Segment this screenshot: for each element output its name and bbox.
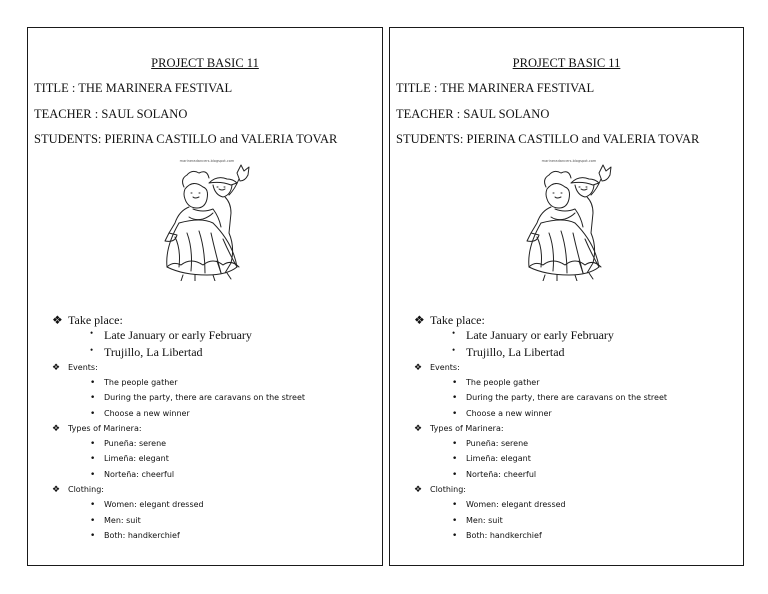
title-line: TITLE : THE MARINERA FESTIVAL bbox=[34, 81, 233, 95]
bullet-icon: • bbox=[90, 409, 96, 419]
bullet-icon: • bbox=[452, 328, 456, 338]
bullet-icon: • bbox=[90, 439, 96, 449]
section-marker-icon: ❖ bbox=[414, 424, 423, 434]
project-title: PROJECT BASIC 11 bbox=[512, 56, 621, 70]
festival-outline: ❖ Take place: • Late January or early February • Trujillo, La Libertad ❖ Events: • The people gather • During the party, there are caravans on the street • Choose a new winner ❖ Types of Marinera: • Puneña: serene • Limeña: elegant • Norteña: cheerful ❖ Clothing: • Women: elegant dressed • Men: suit • Both: handkerchief bbox=[52, 313, 306, 541]
bullet-icon: • bbox=[90, 328, 94, 338]
bullet-icon: • bbox=[90, 500, 96, 510]
bullet-icon: • bbox=[452, 516, 458, 526]
page-right bbox=[389, 27, 744, 566]
bullet-icon: • bbox=[452, 500, 458, 510]
bullet-icon: • bbox=[452, 454, 458, 464]
image-caption: marineradancers.blogspot.com bbox=[179, 159, 235, 163]
students-line: STUDENTS: PIERINA CASTILLO and VALERIA TOVAR bbox=[396, 132, 700, 146]
section-marker-icon: ❖ bbox=[52, 313, 63, 327]
teacher-line: TEACHER : SAUL SOLANO bbox=[396, 107, 550, 121]
festival-outline: ❖ Take place: • Late January or early February • Trujillo, La Libertad ❖ Events: • The people gather • During the party, there are caravans on the street • Choose a new winner ❖ Types of Marinera: • Puneña: serene • Limeña: elegant • Norteña: cheerful ❖ Clothing: • Women: elegant dressed • Men: suit • Both: handkerchief bbox=[414, 313, 668, 541]
bullet-icon: • bbox=[452, 378, 458, 388]
title-line: TITLE : THE MARINERA FESTIVAL bbox=[396, 81, 595, 95]
bullet-icon: • bbox=[90, 470, 96, 480]
bullet-icon: • bbox=[90, 531, 96, 541]
bullet-icon: • bbox=[90, 454, 96, 464]
bullet-icon: • bbox=[452, 439, 458, 449]
teacher-line: TEACHER : SAUL SOLANO bbox=[34, 107, 188, 121]
students-line: STUDENTS: PIERINA CASTILLO and VALERIA TOVAR bbox=[34, 132, 338, 146]
bullet-icon: • bbox=[90, 516, 96, 526]
section-marker-icon: ❖ bbox=[414, 363, 423, 373]
bullet-icon: • bbox=[452, 531, 458, 541]
bullet-icon: • bbox=[452, 409, 458, 419]
image-caption: marineradancers.blogspot.com bbox=[541, 159, 597, 163]
section-marker-icon: ❖ bbox=[414, 485, 423, 495]
section-marker-icon: ❖ bbox=[414, 313, 425, 327]
section-marker-icon: ❖ bbox=[52, 485, 61, 495]
project-title: PROJECT BASIC 11 bbox=[151, 56, 259, 70]
section-marker-icon: ❖ bbox=[52, 424, 61, 434]
page-left bbox=[27, 27, 383, 566]
bullet-icon: • bbox=[452, 345, 456, 355]
bullet-icon: • bbox=[452, 470, 458, 480]
section-marker-icon: ❖ bbox=[52, 363, 61, 373]
bullet-icon: • bbox=[90, 345, 94, 355]
bullet-icon: • bbox=[452, 393, 458, 403]
bullet-icon: • bbox=[90, 393, 96, 403]
bullet-icon: • bbox=[90, 378, 96, 388]
